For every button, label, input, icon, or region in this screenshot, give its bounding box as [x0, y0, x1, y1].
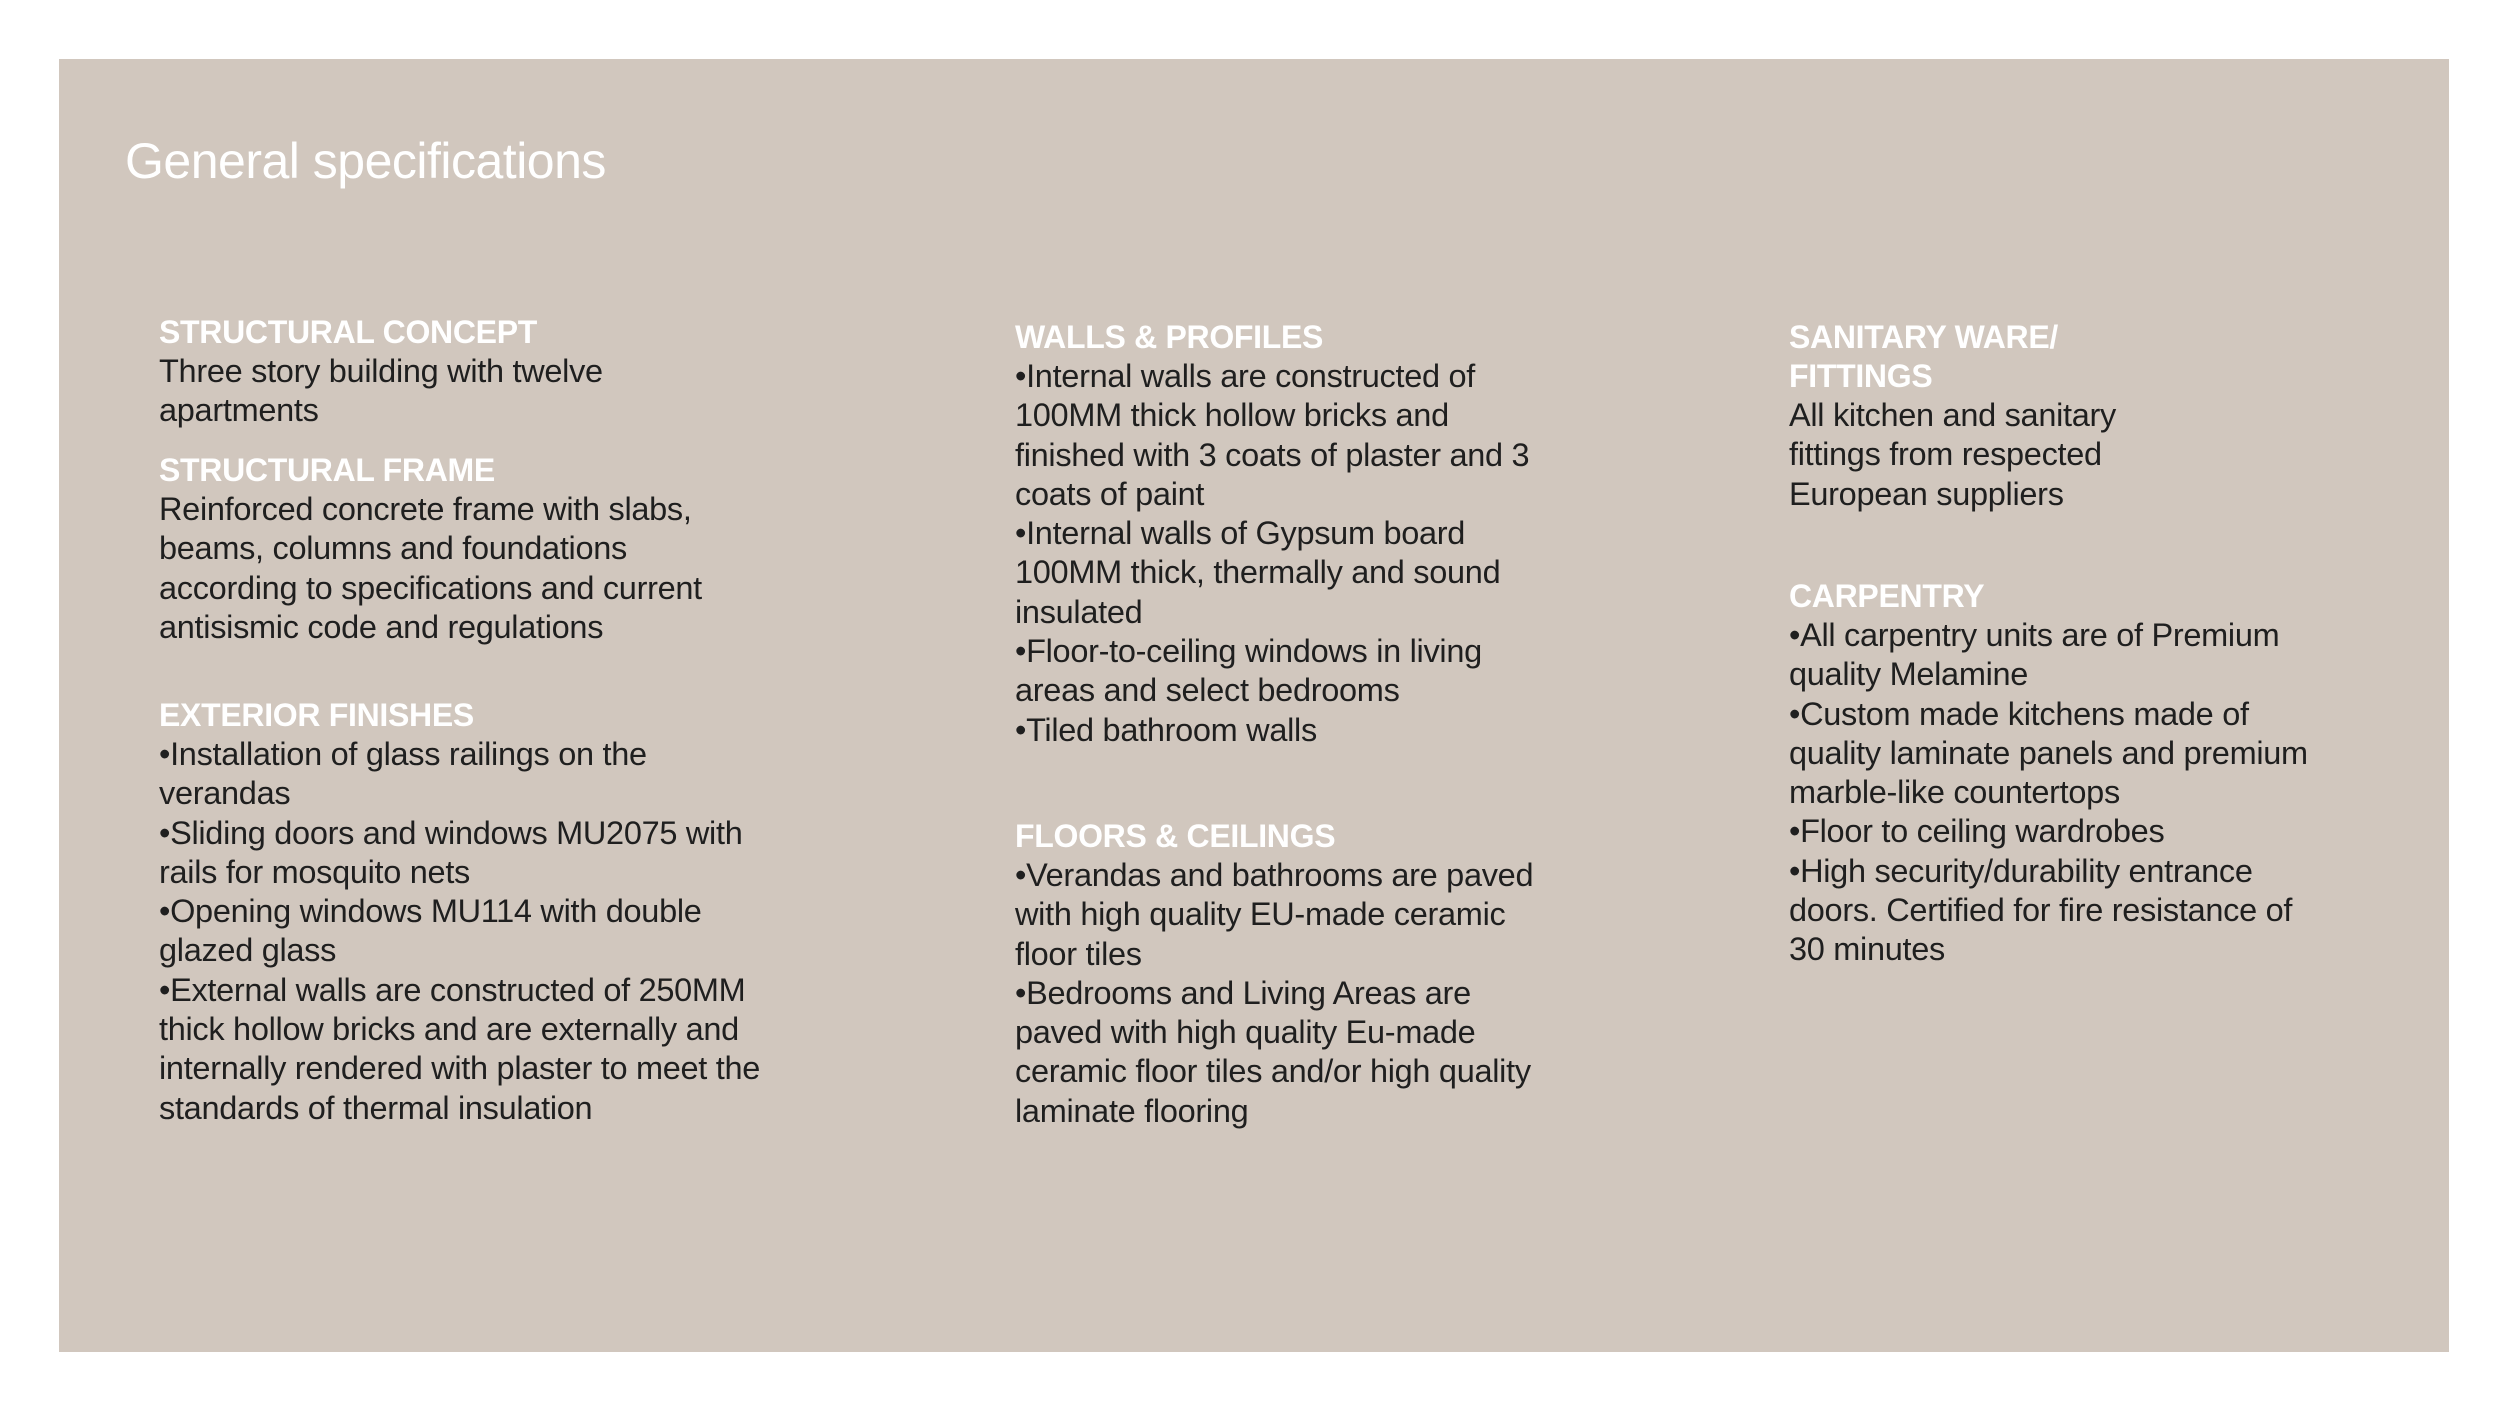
body-line: fittings from respected: [1789, 436, 2102, 473]
body-line: •Opening windows MU114 with double: [159, 893, 702, 930]
body-line: •High security/durability entrance: [1789, 852, 2253, 889]
section-heading: [1015, 817, 1533, 856]
section-heading-line: CARPENTRY: [1789, 578, 1985, 614]
section-walls-profiles: [1015, 318, 1529, 750]
body-line: coats of paint: [1015, 475, 1205, 512]
section-body: [1789, 616, 2308, 970]
body-line: 30 minutes: [1789, 931, 1945, 968]
section-body: [1789, 396, 2116, 514]
page-title: General specifications: [125, 133, 606, 189]
section-body: [159, 735, 760, 1128]
body-line: 100MM thick, thermally and sound: [1015, 554, 1501, 591]
body-line: •Internal walls of Gypsum board: [1015, 515, 1466, 552]
section-heading-line: STRUCTURAL CONCEPT: [159, 314, 538, 350]
section-heading-line: STRUCTURAL FRAME: [159, 452, 495, 488]
body-line: Three story building with twelve: [159, 353, 603, 389]
body-line: •Floor to ceiling wardrobes: [1789, 813, 2165, 850]
body-line: •Internal walls are constructed of: [1015, 358, 1476, 394]
body-line: Reinforced concrete frame with slabs,: [159, 491, 692, 527]
body-line: beams, columns and foundations: [159, 530, 627, 567]
section-body: [1015, 856, 1533, 1131]
section-heading-line: EXTERIOR FINISHES: [159, 697, 474, 733]
body-line: with high quality EU-made ceramic: [1015, 896, 1506, 933]
section-heading: [1789, 318, 2116, 396]
body-line: •All carpentry units are of Premium: [1789, 617, 2280, 653]
body-line: laminate flooring: [1015, 1092, 1249, 1129]
body-line: areas and select bedrooms: [1015, 672, 1400, 709]
body-line: rails for mosquito nets: [159, 853, 471, 890]
section-exterior-finishes: [159, 696, 760, 1128]
section-floors-ceilings: [1015, 817, 1533, 1131]
body-line: •External walls are constructed of 250MM: [159, 971, 746, 1008]
section-heading-line: SANITARY WARE/: [1789, 319, 2059, 355]
body-line: standards of thermal insulation: [159, 1089, 593, 1126]
body-line: marble-like countertops: [1789, 774, 2120, 811]
section-heading-line: FLOORS & CEILINGS: [1015, 818, 1336, 854]
body-line: glazed glass: [159, 932, 337, 969]
body-line: All kitchen and sanitary: [1789, 397, 2117, 433]
body-line: •Installation of glass railings on the: [159, 736, 647, 772]
section-body: [159, 490, 702, 647]
body-line: •Custom made kitchens made of: [1789, 695, 2249, 732]
body-line: internally rendered with plaster to meet the: [159, 1050, 761, 1087]
body-line: •Sliding doors and windows MU2075 with: [159, 814, 743, 851]
section-body: [159, 352, 603, 431]
section-heading-line: FITTINGS: [1789, 358, 1933, 394]
section-structural-concept: [159, 313, 603, 431]
body-line: ceramic floor tiles and/or high quality: [1015, 1053, 1531, 1090]
section-carpentry: [1789, 577, 2308, 970]
body-line: •Verandas and bathrooms are paved: [1015, 857, 1534, 893]
body-line: European suppliers: [1789, 475, 2064, 512]
body-line: •Tiled bathroom walls: [1015, 711, 1317, 748]
section-heading: [1789, 577, 2308, 616]
section-heading: [159, 696, 760, 735]
body-line: verandas: [159, 775, 291, 812]
body-line: thick hollow bricks and are externally and: [159, 1011, 739, 1048]
section-body: [1015, 357, 1529, 750]
body-line: 100MM thick hollow bricks and: [1015, 397, 1449, 434]
section-heading-line: WALLS & PROFILES: [1015, 319, 1324, 355]
body-line: quality laminate panels and premium: [1789, 734, 2308, 771]
body-line: antisismic code and regulations: [159, 608, 604, 645]
body-line: doors. Certified for fire resistance of: [1789, 892, 2293, 929]
section-sanitary-ware-fittings: [1789, 318, 2116, 514]
body-line: insulated: [1015, 593, 1143, 630]
section-heading: [159, 451, 702, 490]
body-line: •Floor-to-ceiling windows in living: [1015, 633, 1482, 670]
body-line: paved with high quality Eu-made: [1015, 1014, 1476, 1051]
body-line: apartments: [159, 392, 319, 429]
body-line: floor tiles: [1015, 935, 1142, 972]
body-line: •Bedrooms and Living Areas are: [1015, 974, 1471, 1011]
section-heading: [159, 313, 603, 352]
section-heading: [1015, 318, 1529, 357]
section-structural-frame: [159, 451, 702, 647]
body-line: quality Melamine: [1789, 656, 2029, 693]
body-line: finished with 3 coats of plaster and 3: [1015, 436, 1530, 473]
body-line: according to specifications and current: [159, 569, 702, 606]
